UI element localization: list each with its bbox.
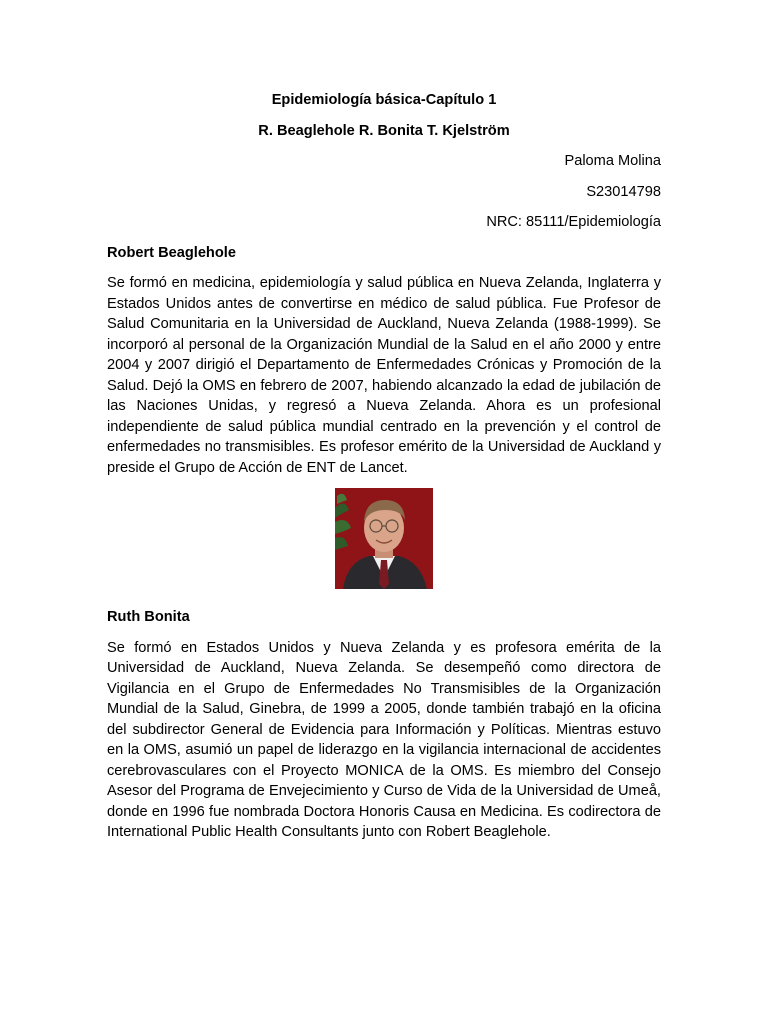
- section-heading-bonita: Ruth Bonita: [107, 609, 190, 625]
- section-heading-beaglehole: Robert Beaglehole: [107, 244, 236, 261]
- photo-container: [107, 488, 661, 589]
- document-content: [107, 90, 661, 853]
- document-title: Epidemiología básica-Capítulo 1: [271, 92, 497, 108]
- document-authors: R. Beaglehole R. Bonita T. Kjelström: [258, 122, 510, 139]
- portrait-photo: [335, 488, 433, 589]
- section-body-bonita: Se formó en Estados Unidos y Nueva Zelanda y es profesora emérita de la Universidad de Auckland, Nueva Zelanda. Se desempeñó como directora de Vigilancia en el Grupo de Enfermedades No Transmisibles de la Organización Mundial de la Salud, Ginebra, de 1999 a 2005, donde también trabajó en la oficina del subdirector General de Evidencia para Información y Políticas. Mientras estuvo en la OMS, asumió un papel de liderazgo en la vigilancia internacional de accidentes cerebrovasculares con el Proyecto MONICA de la OMS. Es miembro del Consejo Asesor del Programa de Envejecimiento y Curso de Vida de la Universidad de Umeå, donde en 1996 fue nombrada Doctora Honoris Causa en Medicina. Es codirectora de International Public Health Consultants junto con Robert Beaglehole.: [107, 639, 661, 840]
- section-body-beaglehole: Se formó en medicina, epidemiología y salud pública en Nueva Zelanda, Inglaterra y Estados Unidos antes de convertirse en médico de salud pública. Fue Profesor de Salud Comunitaria en la Universidad de Auckland, Nueva Zelanda (1988-1999). Se incorporó al personal de la Organización Mundial de la Salud en el año 2000 y entre 2004 y 2007 dirigió el Departamento de Enfermedades Crónicas y Promoción de la Salud. Dejó la OMS en febrero de 2007, habiendo alcanzado la edad de jubilación de las Naciones Unidas, y regresó a Nueva Zelanda. Ahora es un profesional independiente de salud pública mundial centrado en la prevención y el control de enfermedades no transmisibles. Es profesor emérito de la Universidad de Auckland y preside el Grupo de Acción de ENT de Lancet.: [107, 275, 661, 476]
- course-nrc: NRC: 85111/Epidemiología: [486, 214, 661, 230]
- student-id: S23014798: [586, 183, 661, 200]
- student-name: Paloma Molina: [564, 153, 661, 169]
